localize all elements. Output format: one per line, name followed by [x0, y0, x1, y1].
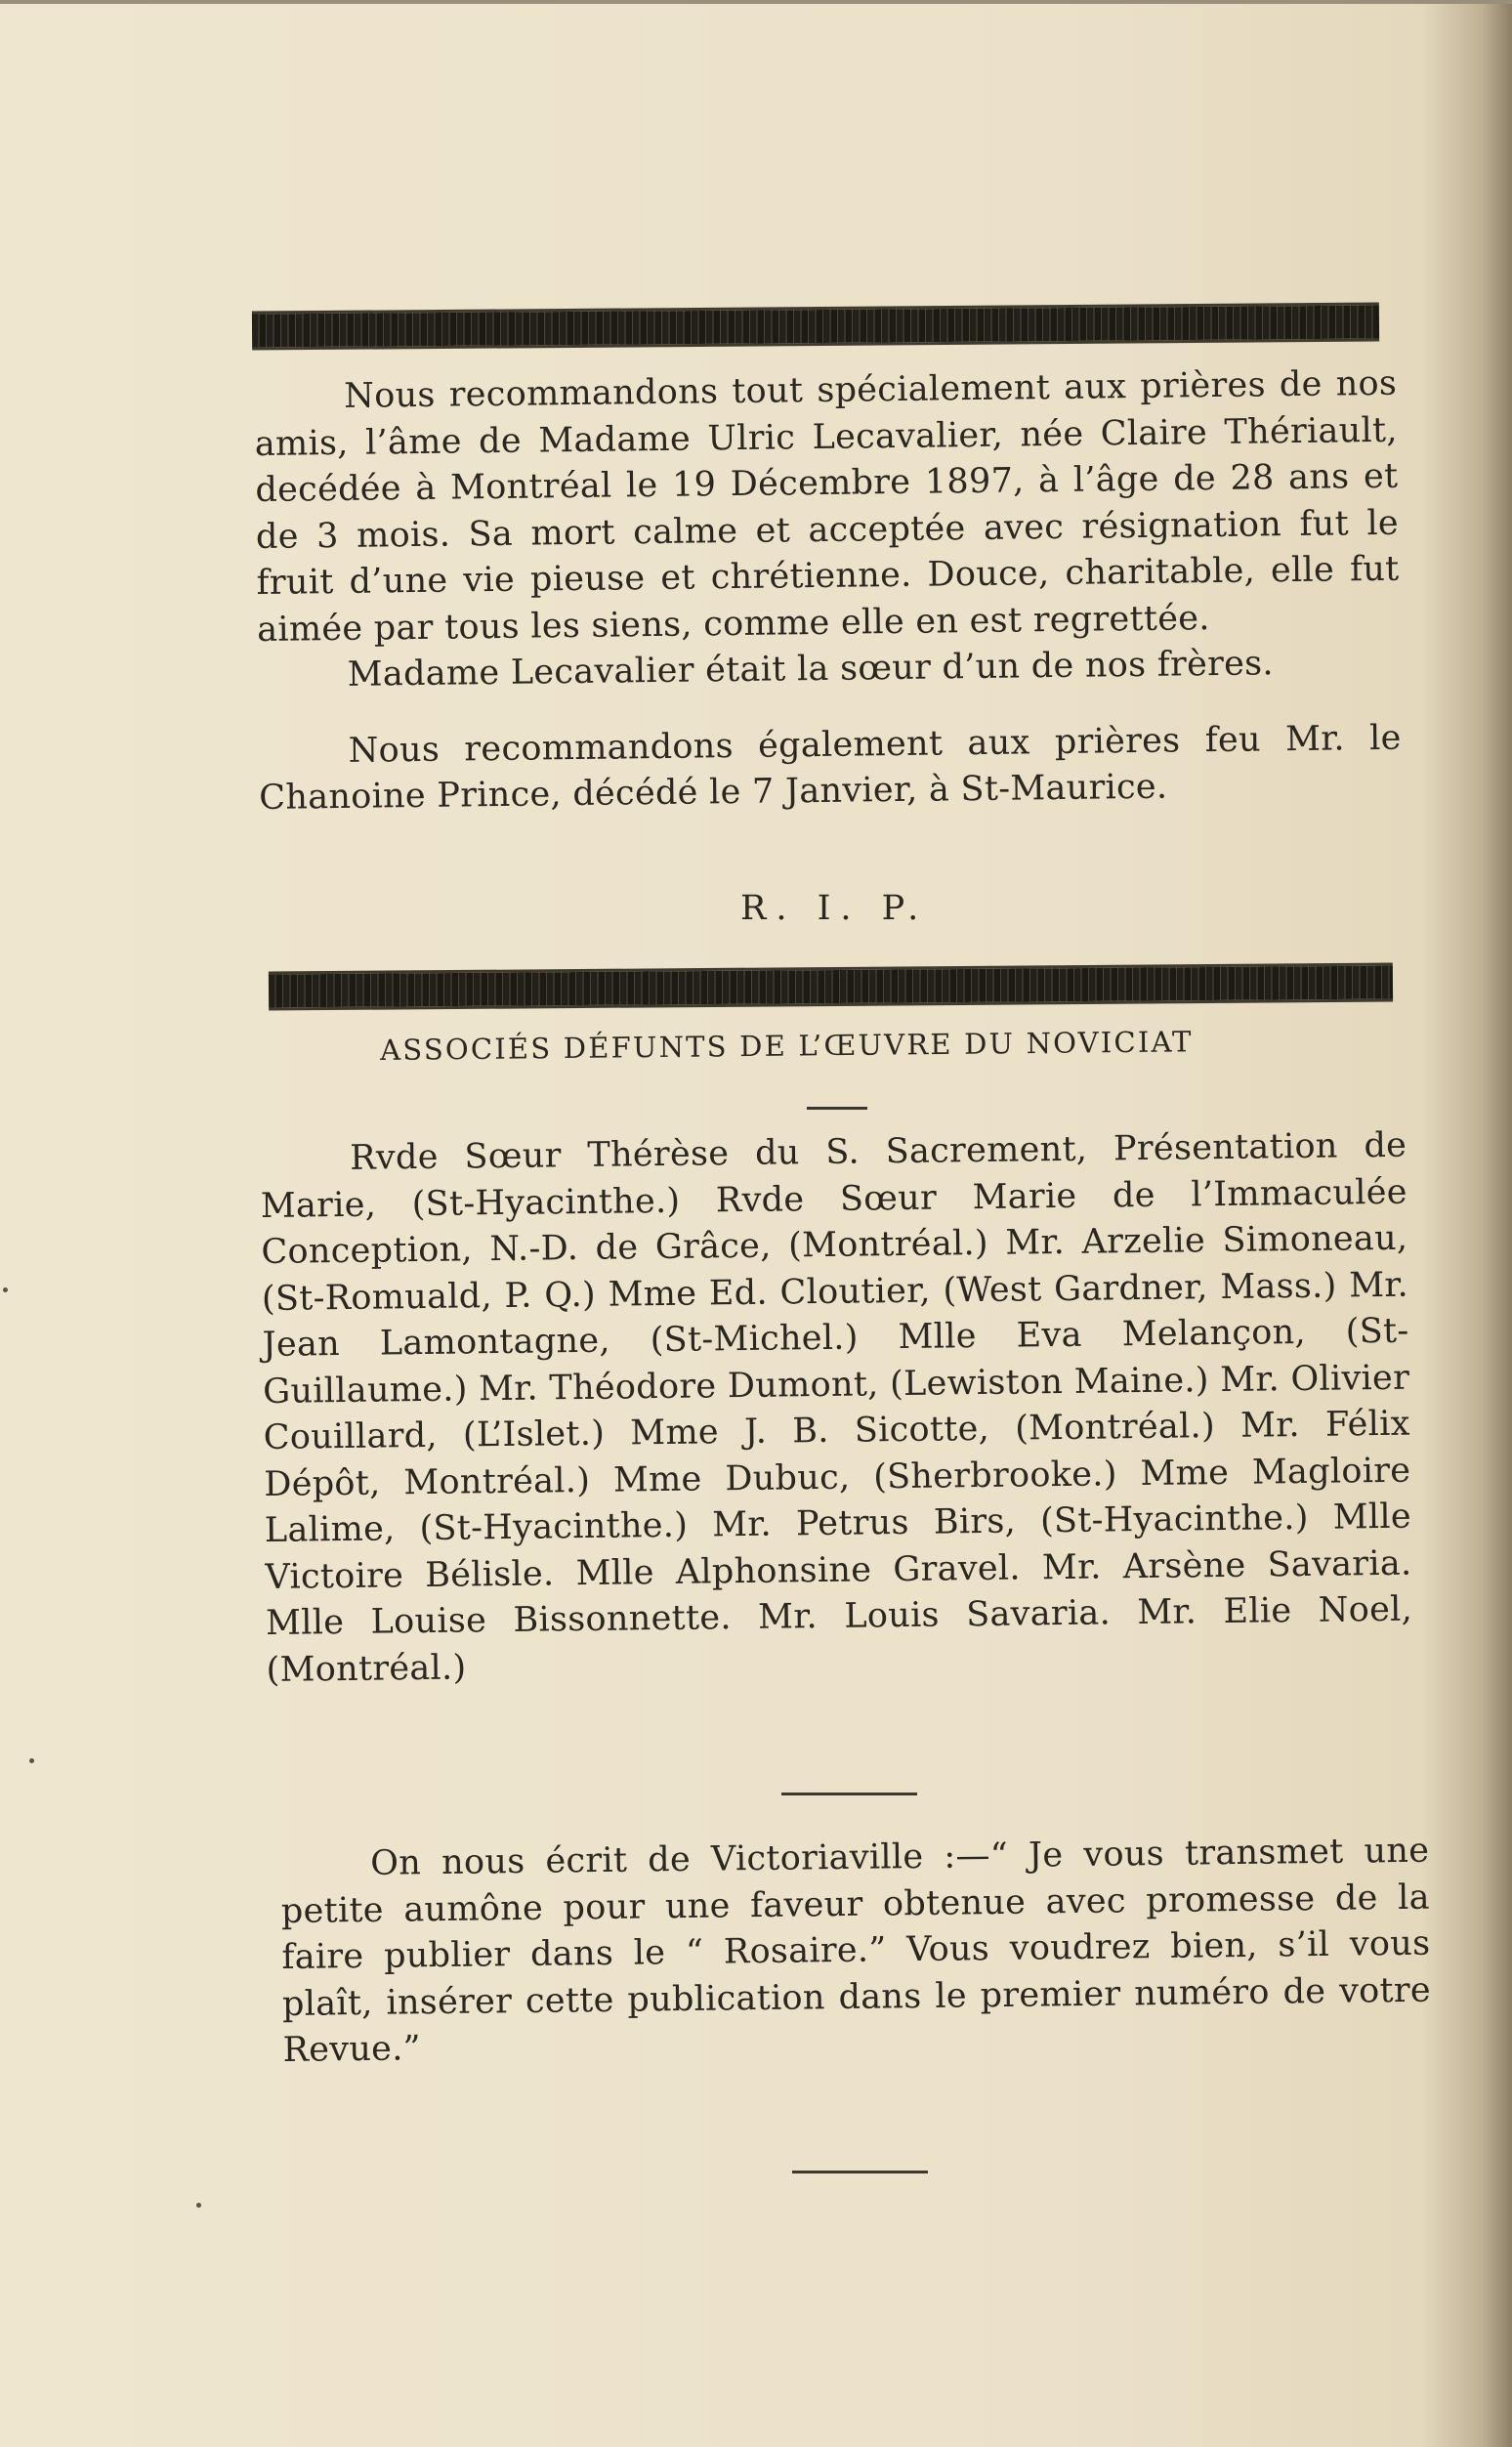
- associates-list: [260, 1123, 1413, 1694]
- obituary-paragraph-prince: Nous recommandons également aux prières feu Mr. le Chanoine Prince, décédé le 7 Janvier, à St-Maurice.: [259, 718, 1402, 818]
- obituary-paragraph-sister: Madame Lecavalier était la sœur d’un de nos frères.: [347, 644, 1275, 695]
- obituary-paragraph-lecavalier: Nous recommandons tout spécialement aux prières de nos amis, l’âme de Madame Ulric Lecavalier, née Claire Thériault, decédée à Montréal le 19 Décembre 1897, à l’âge de 28 ans et de 3 mois. Sa mort calme et acceptée avec résignation fut le fruit d’une vie pieuse et chrétienne. Douce, charitable, elle fut aimée par tous les siens, comme elle en est regrettée.: [254, 363, 1400, 650]
- associates-paragraph: Rvde Sœur Thérèse du S. Sacrement, Présentation de Marie, (St-Hyacinthe.) Rvde Sœur Marie de l’Immaculée Conception, N.-D. de Grâce, (Montréal.) Mr. Arzelie Simoneau, (St-Romuald, P. Q.) Mme Ed. Cloutier, (West Gardner, Mass.) Mr. Jean Lamontagne, (St-Michel.) Mlle Eva Melançon, (St-Guillaume.) Mr. Théodore Dumont, (Lewiston Maine.) Mr. Olivier Couillard, (L’Islet.) Mme J. B. Sicotte, (Montréal.) Mr. Félix Dépôt, Montréal.) Mme Dubuc, (Sherbrooke.) Mme Magloire Lalime, (St-Hyacinthe.) Mr. Petrus Birs, (St-Hyacinthe.) Mlle Victoire Bélisle. Mlle Alphonsine Gravel. Mr. Arsène Savaria. Mlle Louise Bissonnette. Mr. Louis Savaria. Mr. Elie Noel, (Montréal.): [260, 1125, 1413, 1690]
- ornamental-rule-top: [252, 302, 1379, 350]
- short-divider-2: [781, 1793, 917, 1795]
- obituary-notices: [254, 361, 1403, 823]
- print-speck: [29, 1758, 34, 1763]
- short-divider-3: [792, 2171, 928, 2173]
- print-speck: [196, 2203, 201, 2208]
- print-speck: [3, 1287, 8, 1292]
- short-divider-1: [807, 1107, 867, 1110]
- ornamental-rule-middle: [269, 962, 1393, 1010]
- rip-line: R. I. P.: [740, 889, 929, 928]
- letter-paragraph: On nous écrit de Victoriaville :—“ Je vous transmet une petite aumône pour une faveur obtenue avec promesse de la faire publier dans le “ Rosaire.” Vous voudrez bien, s’il vous plaît, insérer cette publication dans le premier numéro de votre Revue.”: [280, 1831, 1432, 2070]
- letter-notice: [280, 1829, 1432, 2075]
- page-top-edge: [0, 0, 1512, 4]
- section-heading-associes: ASSOCIÉS DÉFUNTS DE L’ŒUVRE DU NOVICIAT: [380, 1025, 1194, 1067]
